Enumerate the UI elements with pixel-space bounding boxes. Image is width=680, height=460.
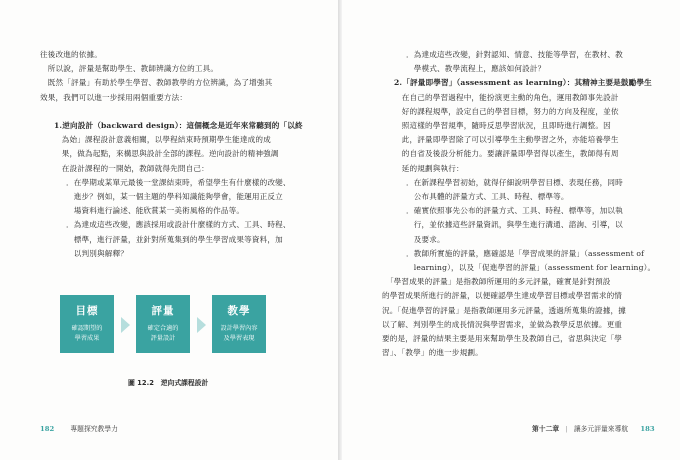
text-line: 的自省及後設分析能力。要讓評量即學習得以產生，教師得有周 [394,149,619,159]
flow-box-assessment [136,295,190,353]
right-folio [532,423,655,433]
flow-arrow-icon [197,317,206,333]
text-line: 要的是，評量的結果主要是用來幫助學生及教師自己，省思與決定「學 [382,334,623,344]
text-line: 在設計課程的一開始，教師就得先問自己： [54,163,209,173]
text-line: 果，做為起點，來構思與設計全部的課程。逆向設計的精神強調 [54,149,279,159]
text-line: 以判別與解釋？ [66,248,128,258]
text-line: ．為達成這些改變，針對認知、情意、技能等學習，在教材、教 [406,50,623,59]
flow-box-desc: 確認期望的 [71,325,103,332]
flow-box-title: 評量 [151,305,175,317]
text-line: 延的規劃與執行： [394,163,464,173]
text-line: 既然「評量」有助於學生學習、教師教學的方位辨識，為了增強其 [40,78,273,88]
text-line: ．在學期或某單元最後一堂課結束時，希望學生有什麼樣的改變、 [66,177,291,187]
text-line: 在自己的學習過程中，能扮演更主動的角色，運用教師事先設計 [394,92,619,102]
flow-arrow-icon [121,317,130,333]
flow-box-title: 目標 [75,305,99,317]
text-line: 效果，我們可以進一步採用兩個重要方法： [40,92,188,102]
spacer-line [40,105,303,119]
flow-box-desc: 學習成果 [74,334,100,342]
text-line: 場資料進行論述、能欣賞某一美術風格的作品等。 [66,206,245,216]
text-line: 公布具體的評量方式、工具、時程、標準等。 [406,192,569,202]
book-title: 專題探究教學力 [70,425,118,433]
page-number: 183 [640,425,655,433]
flow-box-desc: 確定合適的 [147,325,179,332]
text-line: 標準，進行評量，並針對所蒐集到的學生學習成果等資料，加 [66,234,283,244]
page-number: 182 [40,425,55,433]
text-line: 1.逆向設計（backward design）：這個概念是近年來常聽到的「以終 [54,121,303,131]
backward-design-diagram [60,295,290,355]
chapter-title: 讓多元評量來導航 [573,425,629,433]
text-line: 進步？例如，某一個主題的學科知識能夠學會，能運用正反立 [66,192,283,202]
flow-box-teaching [212,295,266,353]
chapter-label: 第十二章 [532,425,560,433]
text-line: 往後改進的依據。 [40,50,102,59]
text-line: 及要求。 [406,234,445,244]
text-line: 行，並依據這些評量資訊，與學生進行溝通、諮詢、引導，以 [406,220,623,230]
text-line: 照這樣的學習規準，隨時反思學習狀況，且即時進行調整。因 [394,121,611,131]
text-line: 為始」課程設計意義相關，以學程結束時預期學生能達成的成 [54,135,271,145]
flow-box-desc: 設計學習內容 [220,325,258,332]
text-line: 2.「評量即學習」（assessment as learning）：其精神主要是鼓勵學生 [394,78,652,88]
left-folio [40,423,118,433]
flow-box-title: 教學 [227,305,251,317]
text-line: 的學習成果所進行的評量，以便確認學生達成學習目標或學習需求的情 [382,291,623,301]
text-line: 況。「促進學習的評量」是指教師運用多元評量，透過所蒐集的證據，據 [382,305,626,315]
flow-box-desc: 及學習表現 [223,334,255,342]
text-line: 「學習成果的評量」是指教師所運用的多元評量，確實是針對預設 [382,277,611,287]
text-line: ．確實依照事先公布的評量方式、工具、時程、標準等，加以執 [406,206,623,216]
text-line: ．在新課程學習初始，就得仔細說明學習目標、表現任務，同時 [406,177,623,187]
folio-separator: | [565,425,568,433]
figure-caption: 圖 12.2 逆向式課程設計 [128,379,209,387]
right-text-block [382,48,655,360]
text-line: ．教師所實施的評量，應確認是「學習成果的評量」（assessment of [406,248,645,258]
text-line: 此，評量即學習除了可以引導學生主動學習之外，亦能培養學生 [394,135,619,145]
left-text-block [40,48,303,261]
text-line: 所以說，評量是幫助學生、教師辨識方位的工具。 [40,64,219,74]
text-line: learning），以及「促進學習的評量」（assessment for learning）。 [406,263,656,273]
text-line: 學模式、教學流程上，應該如何設計？ [406,64,546,74]
text-line: 習」、「教學」的進一步規劃。 [382,348,483,358]
flow-box-goal [60,295,114,353]
text-line: 以了解、判別學生的成長情況與學習需求，並做為教學反思依據。更重 [382,319,623,329]
flow-box-desc: 評量設計 [150,334,176,342]
text-line: ．為達成這些改變，應該採用或設計什麼樣的方式、工具、時程、 [66,220,291,230]
text-line: 好的課程規準，設定自己的學習目標，努力的方向及程度，並依 [394,106,619,116]
